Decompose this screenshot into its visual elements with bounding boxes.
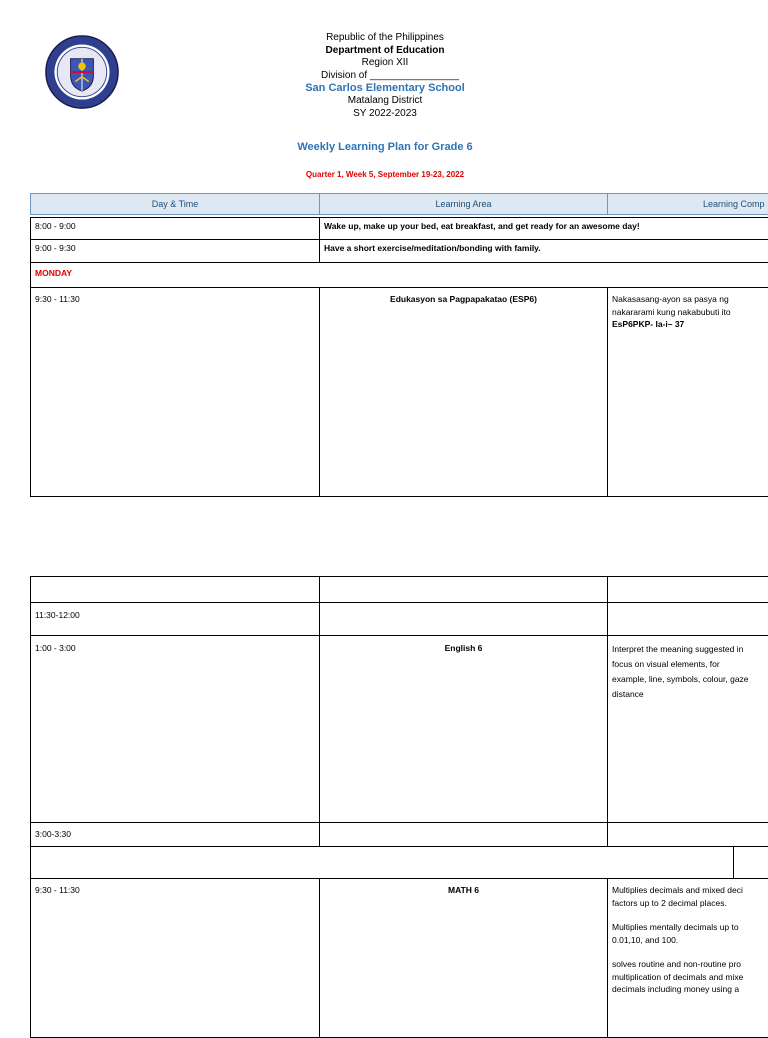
row6-comp-line4: distance xyxy=(612,689,644,699)
district-text: Matalang District xyxy=(347,94,423,106)
division-text: Division of ________________ xyxy=(321,69,459,81)
row3-time: 9:30 - 11:30 xyxy=(30,287,320,497)
row9-comp-p3-line3: decimals including money using a xyxy=(612,984,740,994)
row9-comp-p2-line1: Multiplies mentally decimals up to xyxy=(612,922,739,932)
row7-time: 3:00-3:30 xyxy=(30,822,320,847)
row7-competency xyxy=(607,822,768,847)
row5-time: 11:30-12:00 xyxy=(30,602,320,636)
row5-learning-area xyxy=(319,602,608,636)
deped-seal-icon xyxy=(44,34,120,110)
day-monday: MONDAY xyxy=(30,262,768,288)
header-learning-comp: Learning Comp xyxy=(607,193,768,215)
row6-comp-line2: focus on visual elements, for xyxy=(612,659,720,669)
row7-learning-area xyxy=(319,822,608,847)
row4-competency xyxy=(607,576,768,603)
row6-learning-area: English 6 xyxy=(319,635,608,823)
row2-time: 9:00 - 9:30 xyxy=(30,239,320,263)
row8-blank xyxy=(30,846,734,879)
school-year-text: SY 2022-2023 xyxy=(353,107,417,119)
row5-competency xyxy=(607,602,768,636)
row9-comp-p3-line2: multiplication of decimals and mixe xyxy=(612,971,744,982)
header-day-time: Day & Time xyxy=(30,193,320,215)
row3-comp-code: EsP6PKP- Ia-i– 37 xyxy=(612,319,685,329)
quarter-text: Quarter 1, Week 5, September 19-23, 2022 xyxy=(305,170,465,179)
quarter-label xyxy=(0,170,768,179)
row9-comp-p2-line2: 0.01,10, and 100. xyxy=(612,934,679,945)
row3-learning-area: Edukasyon sa Pagpapakatao (ESP6) xyxy=(319,287,608,497)
plan-title-text: Weekly Learning Plan for Grade 6 xyxy=(297,141,473,153)
row8-blank-right xyxy=(733,846,768,879)
row6-time: 1:00 - 3:00 xyxy=(30,635,320,823)
row1-time: 8:00 - 9:00 xyxy=(30,217,320,240)
row9-comp-para1 xyxy=(612,884,768,909)
row4-time xyxy=(30,576,320,603)
row4-learning-area xyxy=(319,576,608,603)
row9-comp-p1-line2: factors up to 2 decimal places. xyxy=(612,897,727,908)
row3-comp-line1: Nakasasang-ayon sa pasya ng xyxy=(612,294,729,304)
row2-activity: Have a short exercise/meditation/bonding with family. xyxy=(319,239,768,263)
row9-comp-para3 xyxy=(612,958,768,996)
row9-comp-para2 xyxy=(612,921,768,946)
row9-comp-p1-line1: Multiplies decimals and mixed deci xyxy=(612,885,743,895)
row6-comp-line3: example, line, symbols, colour, gaze xyxy=(612,674,749,684)
document-header xyxy=(290,32,480,120)
region-text: Region XII xyxy=(361,57,409,69)
row9-comp-p3-line1: solves routine and non-routine pro xyxy=(612,959,741,969)
row9-competency xyxy=(607,878,768,1038)
row3-competency xyxy=(607,287,768,497)
department-text: Department of Education xyxy=(325,44,445,56)
plan-title xyxy=(0,141,768,153)
row9-time: 9:30 - 11:30 xyxy=(30,878,320,1038)
row6-competency xyxy=(607,635,768,823)
row6-comp-line1: Interpret the meaning suggested in xyxy=(612,644,744,654)
row1-activity: Wake up, make up your bed, eat breakfast, and get ready for an awesome day! xyxy=(319,217,768,240)
school-name: San Carlos Elementary School xyxy=(305,82,465,95)
header-learning-area: Learning Area xyxy=(319,193,608,215)
row9-learning-area: MATH 6 xyxy=(319,878,608,1038)
row3-comp-line2: nakararami kung nakabubuti ito xyxy=(612,306,731,317)
republic-text: Republic of the Philippines xyxy=(326,32,444,43)
